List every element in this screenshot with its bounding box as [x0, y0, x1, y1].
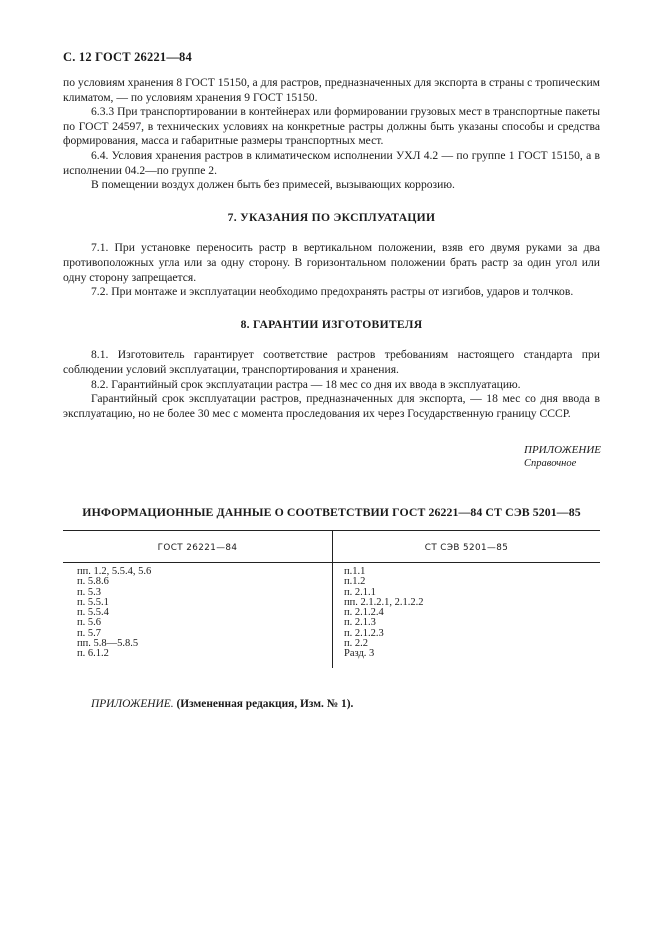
table-cell: Разд. 3 — [344, 648, 375, 660]
running-header: С. 12 ГОСТ 26221—84 — [63, 50, 192, 64]
section-8-title: 8. ГАРАНТИИ ИЗГОТОВИТЕЛЯ — [240, 317, 423, 331]
table-cell: п. 5.6 — [77, 617, 101, 629]
appendix-label: ПРИЛОЖЕНИЕ — [524, 444, 601, 456]
table-column-st-sev — [344, 567, 424, 660]
table-cell: п. 2.1.2.3 — [344, 627, 384, 639]
table-header-st-sev: СТ СЭВ 5201—85 — [424, 543, 509, 553]
table-cell: п. 6.1.2 — [77, 648, 109, 660]
body-text — [63, 76, 600, 421]
table-cell: пп. 2.1.2.1, 2.1.2.2 — [344, 596, 424, 608]
amendment-text: (Измененная редакция, Изм. № 1). — [176, 698, 354, 710]
table-cell: п. 2.1.1 — [344, 586, 376, 598]
appendix-label-block — [524, 444, 601, 470]
paragraph-6-4: 6.4. Условия хранения растров в климатическом исполнении УХЛ 4.2 — по группе 1 ГОСТ 15150, а в исполнении 04.2—по группе 2. — [63, 148, 600, 177]
paragraph-8-2: 8.2. Гарантийный срок эксплуатации растра — 18 мес со дня их ввода в эксплуатацию. — [91, 377, 521, 391]
table-cell: п. 2.1.3 — [344, 617, 376, 629]
paragraph-air: В помещении воздух должен быть без примесей, вызывающих коррозию. — [91, 178, 455, 192]
table-cell: п. 2.2 — [344, 638, 368, 650]
amendment-label: ПРИЛОЖЕНИЕ. — [91, 698, 174, 710]
table-cell: п.1.1 — [344, 566, 366, 577]
correspondence-table — [63, 530, 600, 670]
amendment-note — [91, 698, 353, 710]
paragraph-8-1: 8.1. Изготовитель гарантирует соответствие растров требованиям настоящего стандарта при соблюдении условий эксплуатации, транспортирования и хранения. — [63, 348, 600, 376]
paragraph-7-1: 7.1. При установке переносить растр в вертикальном положении, взяв его двумя руками за два противоположных угла или за одну сторону. В горизонтальном положении брать растр за один угол или одну сторону запрещается. — [63, 241, 600, 284]
table-cell: п. 2.1.2.4 — [344, 607, 384, 619]
table-cell: п. 5.5.4 — [77, 607, 109, 619]
section-7-title: 7. УКАЗАНИЯ ПО ЭКСПЛУАТАЦИИ — [227, 210, 436, 224]
table-cell: пп. 1.2, 5.5.4, 5.6 — [77, 566, 152, 577]
appendix-type: Справочное — [524, 458, 577, 469]
table-column-gost — [77, 567, 151, 660]
table-header-gost: ГОСТ 26221—84 — [157, 543, 238, 553]
table-cell: п. 5.5.1 — [77, 596, 109, 608]
table-title: ИНФОРМАЦИОННЫЕ ДАННЫЕ О СООТВЕТСТВИИ ГОСТ 26221—84 СТ СЭВ 5201—85 — [82, 505, 581, 519]
paragraph-6-3-3: 6.3.3 При транспортировании в контейнерах или формировании грузовых мест в транспортные пакеты по ГОСТ 24597, в технических условиях на конкретные растры должны быть указаны способы и средства формирования, масса и габаритные размеры транспортных мест. — [63, 105, 600, 148]
paragraph-warranty-export: Гарантийный срок эксплуатации растров, предназначенных для экспорта, — 18 мес со дня ввода в эксплуатацию, но не более 30 мес с момента проследования их через Государственную границу СССР. — [63, 392, 600, 420]
table-cell: п. 5.7 — [77, 627, 101, 639]
table-cell: п.1.2 — [344, 576, 366, 588]
table-cell: пп. 5.8—5.8.5 — [77, 638, 139, 650]
table-cell: п. 5.3 — [77, 586, 101, 598]
table-cell: п. 5.8.6 — [77, 576, 109, 588]
paragraph-continuation: по условиям хранения 8 ГОСТ 15150, а для растров, предназначенных для экспорта в страны с тропическим климатом, — по условиям хранения 9 ГОСТ 15150. — [63, 76, 600, 104]
paragraph-7-2: 7.2. При монтаже и эксплуатации необходимо предохранять растры от изгибов, ударов и толчков. — [91, 285, 574, 299]
